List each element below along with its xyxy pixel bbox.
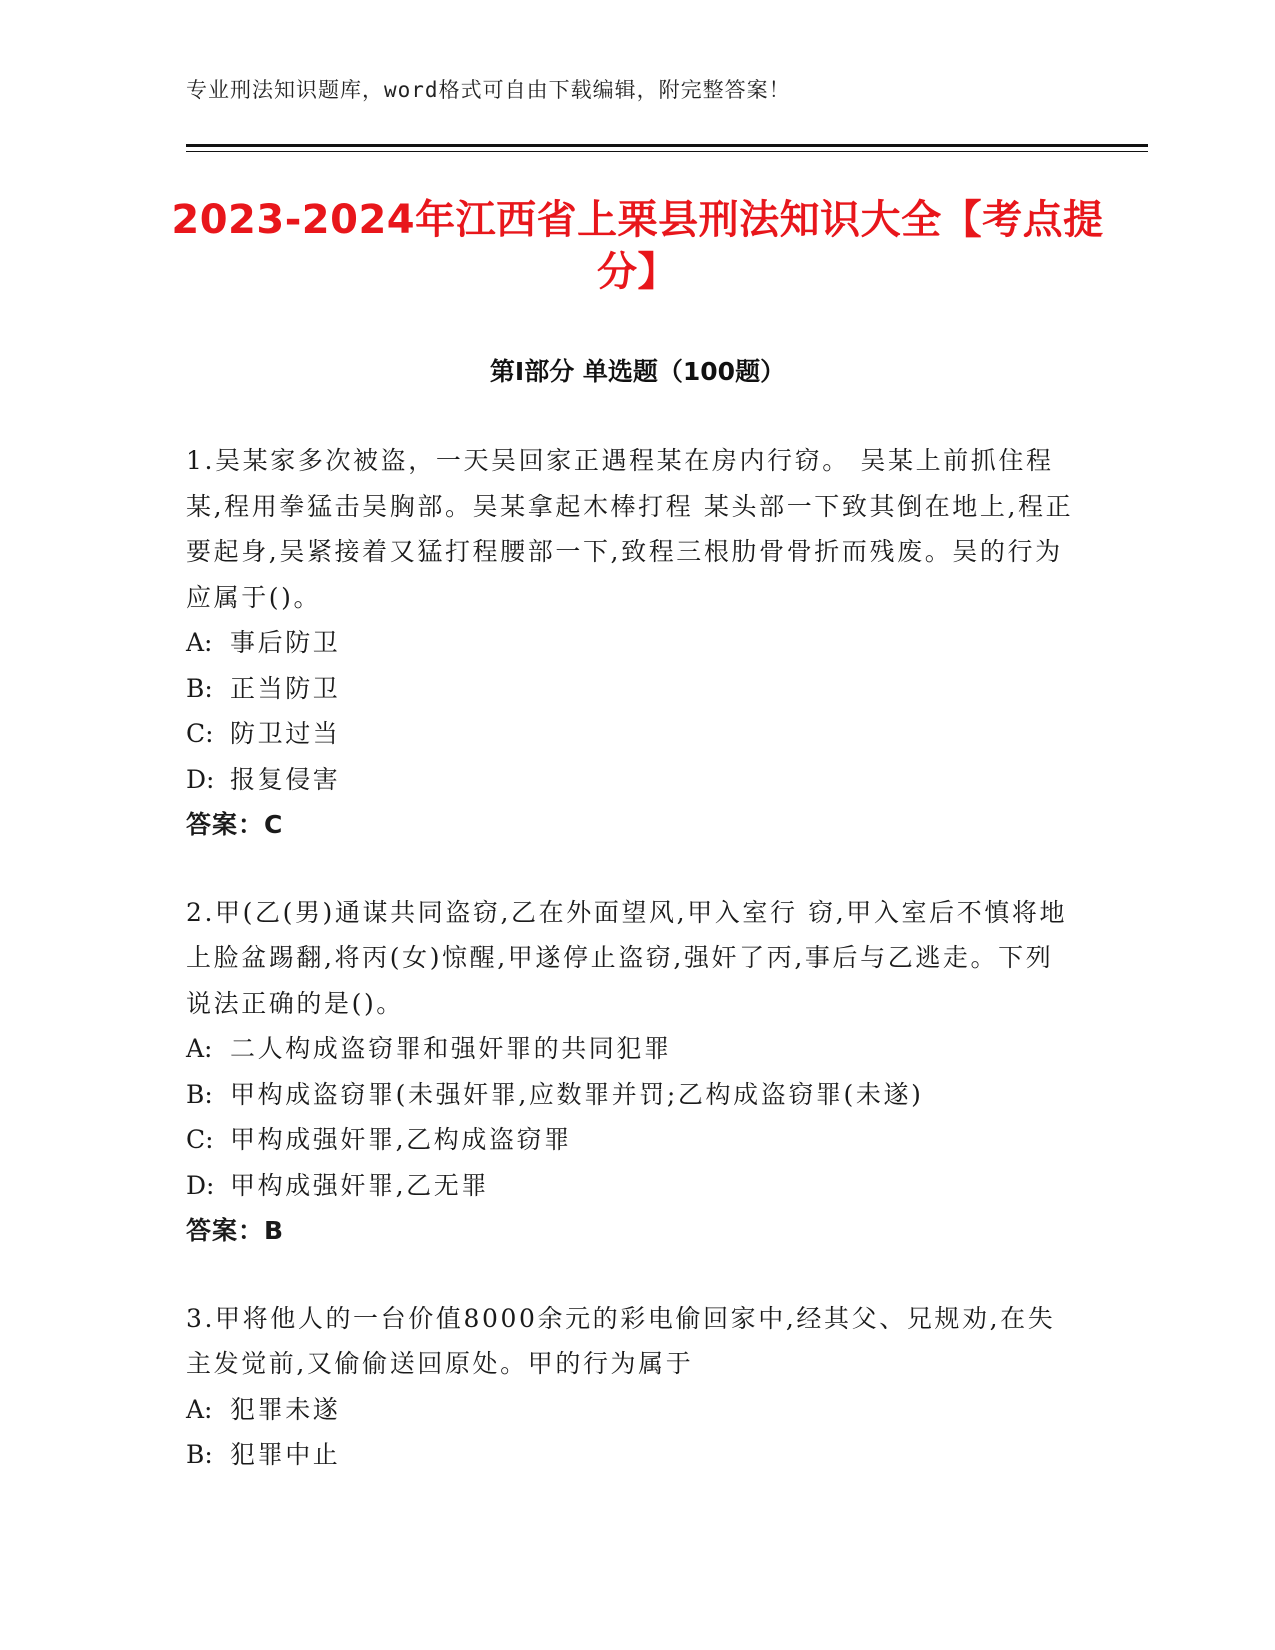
option-text: 犯罪未遂 <box>230 1394 341 1424</box>
section-heading: 第Ⅰ部分 单选题（100题） <box>489 357 786 386</box>
question-block <box>186 1296 1076 1478</box>
option-letter: C: <box>186 1125 214 1154</box>
option-letter: A: <box>186 1034 213 1063</box>
header-rule-thick <box>186 144 1148 147</box>
option-text: 报复侵害 <box>230 764 341 794</box>
option-a <box>186 1387 1076 1433</box>
option-letter: D: <box>186 764 215 794</box>
option-b <box>186 666 1076 712</box>
option-letter: B: <box>186 1079 213 1109</box>
option-letter: A: <box>186 628 213 657</box>
question-block <box>186 890 1076 1254</box>
option-letter: C: <box>186 719 214 748</box>
header-rule-thin <box>186 151 1148 152</box>
option-text: 事后防卫 <box>230 628 341 657</box>
option-letter: B: <box>186 1440 213 1469</box>
option-text: 犯罪中止 <box>230 1440 341 1469</box>
option-b <box>186 1072 1076 1118</box>
option-text: 甲构成强奸罪,乙无罪 <box>230 1170 489 1200</box>
option-a <box>186 1026 1076 1072</box>
header-note: 专业刑法知识题库，word格式可自由下载编辑，附完整答案！ <box>186 78 791 102</box>
option-d <box>186 757 1076 803</box>
option-d <box>186 1163 1076 1209</box>
answer-line: 答案：B <box>186 1216 285 1245</box>
option-text: 甲构成盗窃罪(未强奸罪,应数罪并罚;乙构成盗窃罪(未遂) <box>230 1079 924 1109</box>
question-text: 2.甲(乙(男)通谋共同盗窃,乙在外面望风,甲入室行 窃,甲入室后不慎将地上脸盆踢翻,将丙(女)惊醒,甲遂停止盗窃,强奸了丙,事后与乙逃走。下列说法正确的是()。 <box>186 897 1068 1018</box>
option-text: 二人构成盗窃罪和强奸罪的共同犯罪 <box>230 1034 672 1063</box>
question-list <box>186 438 1076 1520</box>
answer-line: 答案：C <box>186 810 284 839</box>
option-letter: D: <box>186 1170 215 1200</box>
question-block <box>186 438 1076 848</box>
option-text: 防卫过当 <box>230 719 341 748</box>
question-text: 3.甲将他人的一台价值8000余元的彩电偷回家中,经其父、兄规劝,在失主发觉前,又偷偷送回原处。甲的行为属于 <box>186 1303 1056 1378</box>
document-title: 2023-2024年江西省上栗县刑法知识大全【考点提分】 <box>171 197 1104 295</box>
option-text: 甲构成强奸罪,乙构成盗窃罪 <box>230 1125 572 1154</box>
option-c <box>186 1117 1076 1163</box>
option-letter: B: <box>186 673 213 703</box>
option-b <box>186 1432 1076 1478</box>
option-a <box>186 620 1076 666</box>
question-text: 1.吴某家多次被盗，一天吴回家正遇程某在房内行窃。 吴某上前抓住程某,程用拳猛击吴胸部。吴某拿起木棒打程 某头部一下致其倒在地上,程正要起身,吴紧接着又猛打程腰部一下,致程三根肋骨骨折而残废。吴的行为应属于()。 <box>186 446 1074 612</box>
option-text: 正当防卫 <box>230 673 341 703</box>
option-letter: A: <box>186 1394 213 1424</box>
option-c <box>186 711 1076 757</box>
